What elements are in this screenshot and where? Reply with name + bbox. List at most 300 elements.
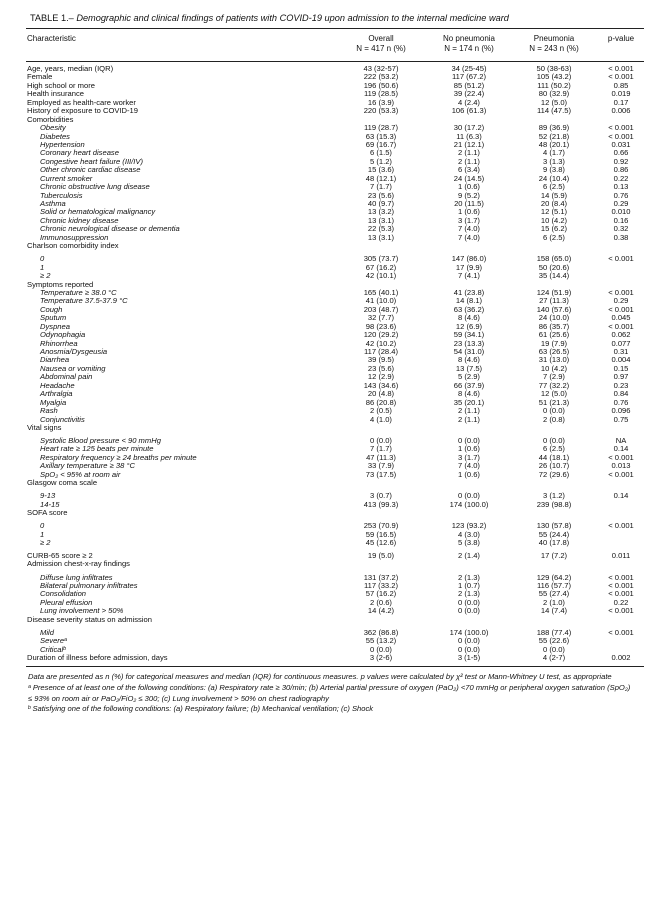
cell-pneumonia: 6 (2.5): [543, 232, 565, 242]
cell-no-pneumonia: 85 (51.2): [453, 80, 485, 90]
cell-pneumonia: 86 (35.7): [538, 321, 570, 331]
cell-pneumonia: 129 (64.2): [536, 572, 572, 582]
cell-no-pneumonia: 174 (100.0): [449, 627, 489, 637]
footnote-b: ᵇ Satisfying one of the following conditions: (a) Respiratory failure; (b) Mechanical ventilation; (c) Shock: [28, 704, 374, 714]
cell-p-value: < 0.001: [608, 521, 634, 531]
cell-pneumonia: 239 (98.8): [536, 499, 572, 509]
cell-overall: 7 (1.7): [370, 182, 392, 192]
cell-no-pneumonia: 9 (5.2): [458, 190, 480, 200]
cell-overall: 33 (7.9): [367, 461, 395, 471]
cell-no-pneumonia: 1 (0.6): [458, 207, 480, 217]
cell-no-pneumonia: 0 (0.0): [458, 636, 480, 646]
cell-no-pneumonia: 24 (14.5): [453, 173, 485, 183]
row-label: Consolidation: [40, 589, 87, 599]
cell-overall: 69 (16.7): [365, 139, 397, 149]
cell-pneumonia: 188 (77.4): [536, 627, 572, 637]
cell-no-pneumonia: 0 (0.0): [458, 606, 480, 616]
table-row: [26, 539, 644, 547]
cell-no-pneumonia: 8 (4.6): [458, 389, 480, 399]
cell-overall: 47 (11.3): [366, 452, 396, 462]
row-label: SOFA score: [27, 508, 68, 518]
cell-no-pneumonia: 7 (4.0): [458, 461, 480, 471]
table-row: [26, 560, 644, 568]
row-label: Axillary temperature ≥ 38 °C: [40, 461, 135, 471]
cell-p-value: 0.29: [613, 296, 629, 306]
row-label: Abdominal pain: [40, 372, 93, 382]
footnote-a: ᵃ Presence of at least one of the following conditions: (a) Respiratory rate ≥ 30/min; (b) Arterial partial pressure of oxygen (PaO₂) <70 mmHg or peripheral oxygen saturation (SpO₂) ≤ 93% on room air or PaO₂/FiO₂ ≤ 300; (c) Lung involvement > 50% on chest radiography: [28, 683, 631, 703]
cell-no-pneumonia: 123 (93.2): [451, 521, 487, 531]
table-row: [26, 479, 644, 487]
cell-overall: 143 (34.6): [363, 380, 399, 390]
table-header: [26, 29, 644, 61]
cell-p-value: 0.22: [613, 597, 629, 607]
cell-p-value: 0.84: [613, 389, 629, 399]
cell-p-value: 0.15: [613, 363, 629, 373]
cell-overall: 19 (5.0): [367, 551, 395, 561]
cell-no-pneumonia: 34 (25-45): [451, 64, 487, 73]
cell-no-pneumonia: 20 (11.5): [454, 199, 484, 208]
cell-p-value: NA: [615, 436, 627, 445]
cell-pneumonia: 140 (57.6): [536, 304, 572, 314]
cell-p-value: 0.22: [613, 173, 629, 183]
cell-overall: 253 (70.9): [363, 521, 399, 531]
cell-overall: 42 (10.1): [365, 271, 397, 281]
row-label: Temperature 37.5-37.9 °C: [40, 296, 128, 306]
cell-overall: 131 (37.2): [363, 572, 399, 582]
table-body: [26, 62, 644, 662]
cell-no-pneumonia: 117 (67.2): [451, 72, 487, 82]
row-label: Chronic neurological disease or dementia: [40, 224, 180, 234]
cell-pneumonia: 116 (57.7): [536, 580, 572, 590]
cell-pneumonia: 72 (29.6): [538, 469, 570, 479]
row-label: Severeᵃ: [40, 636, 67, 646]
row-label: Respiratory frequency ≥ 24 breaths per minute: [40, 452, 197, 462]
cell-overall: 42 (10.2): [365, 338, 397, 348]
cell-p-value: 0.096: [611, 406, 631, 416]
cell-pneumonia: 55 (22.6): [538, 636, 570, 646]
header-pneumonia-title: Pneumonia: [533, 34, 575, 43]
table-row: [26, 654, 644, 662]
cell-overall: 5 (1.2): [370, 156, 392, 166]
cell-overall: 120 (29.2): [363, 330, 399, 340]
cell-p-value: 0.010: [611, 207, 631, 217]
cell-pneumonia: 0 (0.0): [543, 644, 565, 654]
row-label: Coronary heart disease: [40, 148, 119, 158]
cell-no-pneumonia: 11 (6.3): [456, 131, 482, 141]
cell-p-value: < 0.001: [608, 469, 634, 479]
cell-pneumonia: 51 (21.3): [538, 397, 570, 407]
footnote-general: Data are presented as n (%) for categorical measures and median (IQR) for continuous measures. p values were calculated by χ² test or Mann-Whitney U test, as appropriate: [28, 672, 612, 682]
cell-overall: 63 (15.3): [365, 131, 397, 141]
cell-p-value: 0.14: [613, 491, 629, 501]
row-label: Immunosuppression: [40, 232, 109, 242]
header-no-pneumonia-title: No pneumonia: [442, 34, 496, 43]
cell-p-value: 0.38: [613, 232, 629, 242]
cell-p-value: 0.002: [611, 653, 631, 663]
cell-p-value: 0.76: [613, 190, 629, 200]
cell-p-value: 0.062: [611, 330, 631, 340]
cell-pneumonia: 6 (2.5): [543, 182, 565, 192]
cell-p-value: 0.14: [613, 444, 629, 454]
row-label: Myalgia: [40, 397, 67, 407]
cell-no-pneumonia: 2 (1.1): [458, 148, 480, 158]
cell-p-value: 0.013: [611, 461, 631, 471]
row-label: Cough: [40, 304, 63, 314]
table-row: [26, 471, 644, 479]
cell-no-pneumonia: 8 (4.6): [458, 313, 480, 323]
row-label: Duration of illness before admission, days: [27, 653, 168, 663]
row-label: Glasgow coma scale: [27, 478, 98, 488]
cell-overall: 67 (16.2): [365, 262, 397, 272]
cell-pneumonia: 80 (32.9): [538, 89, 570, 99]
row-label: Congestive heart failure (III/IV): [40, 156, 143, 166]
row-label: CURB-65 score ≥ 2: [27, 551, 93, 561]
row-label: History of exposure to COVID-19: [27, 106, 138, 116]
cell-no-pneumonia: 0 (0.0): [458, 644, 480, 654]
cell-p-value: < 0.001: [608, 131, 634, 141]
cell-no-pneumonia: 4 (2.4): [458, 97, 480, 107]
cell-no-pneumonia: 41 (23.8): [453, 287, 485, 297]
row-label: Vital signs: [27, 422, 62, 432]
cell-overall: 196 (50.6): [363, 80, 399, 90]
table-row: [26, 509, 644, 517]
cell-p-value: < 0.001: [608, 580, 634, 590]
cell-overall: 40 (9.7): [367, 199, 395, 208]
cell-no-pneumonia: 13 (7.5): [455, 363, 483, 373]
row-label: 0: [40, 521, 45, 531]
row-label: Disease severity status on admission: [27, 614, 152, 624]
cell-pneumonia: 12 (5.0): [540, 389, 568, 399]
cell-p-value: 0.16: [613, 215, 629, 225]
row-label: 1: [40, 529, 45, 539]
cell-overall: 23 (5.6): [367, 363, 395, 373]
table-row: [26, 501, 644, 509]
row-label: Health insurance: [27, 89, 84, 99]
cell-pneumonia: 6 (2.5): [543, 444, 565, 454]
cell-overall: 12 (2.9): [367, 372, 395, 382]
cell-no-pneumonia: 1 (0.6): [458, 444, 480, 454]
row-label: Conjunctivitis: [40, 414, 85, 424]
cell-overall: 23 (5.6): [367, 190, 395, 200]
cell-pneumonia: 3 (1.2): [543, 491, 565, 501]
row-label: Criticalᵇ: [40, 644, 66, 654]
cell-pneumonia: 61 (25.6): [538, 330, 570, 340]
cell-p-value: 0.76: [613, 397, 629, 407]
table-title-prefix: TABLE 1.–: [30, 13, 74, 23]
cell-pneumonia: 4 (1.7): [543, 148, 565, 158]
cell-no-pneumonia: 4 (3.0): [458, 529, 480, 539]
cell-overall: 220 (53.3): [363, 106, 399, 116]
cell-pneumonia: 2 (0.8): [543, 414, 565, 424]
cell-p-value: 0.019: [611, 89, 631, 99]
cell-p-value: < 0.001: [608, 64, 634, 73]
cell-p-value: 0.006: [611, 106, 631, 116]
cell-p-value: 0.31: [613, 347, 629, 357]
row-label: Headache: [40, 380, 75, 390]
cell-overall: 15 (3.6): [367, 165, 395, 175]
cell-overall: 2 (0.5): [370, 406, 392, 416]
cell-p-value: 0.92: [613, 156, 629, 166]
table-footnotes: [26, 672, 634, 714]
cell-no-pneumonia: 1 (0.6): [458, 182, 480, 192]
cell-pneumonia: 7 (2.9): [543, 372, 565, 382]
header-p-value: [597, 34, 645, 44]
row-label: Rhinorrhea: [40, 338, 78, 348]
row-label: Pleural effusion: [40, 597, 93, 607]
cell-overall: 22 (5.3): [367, 224, 395, 234]
row-label: Current smoker: [40, 173, 93, 183]
cell-overall: 203 (48.7): [363, 304, 399, 314]
cell-p-value: < 0.001: [608, 123, 634, 133]
row-label: Mild: [40, 627, 54, 637]
cell-no-pneumonia: 2 (1.1): [458, 156, 480, 166]
cell-no-pneumonia: 66 (37.9): [453, 380, 485, 390]
cell-pneumonia: 10 (4.2): [540, 363, 568, 373]
header-overall: [346, 34, 416, 54]
cell-overall: 13 (3.1): [367, 215, 395, 225]
row-label: Lung involvement > 50%: [40, 606, 124, 616]
row-label: Anosmia/Dysgeusia: [40, 347, 108, 357]
cell-p-value: < 0.001: [608, 254, 634, 264]
cell-pneumonia: 44 (18.1): [538, 452, 570, 462]
cell-overall: 117 (28.4): [363, 347, 399, 357]
cell-overall: 45 (12.6): [365, 538, 397, 547]
cell-overall: 305 (73.7): [363, 254, 399, 264]
row-label: Temperature ≥ 38.0 °C: [40, 287, 117, 297]
cell-overall: 13 (3.2): [367, 207, 395, 217]
cell-pneumonia: 24 (10.4): [538, 173, 570, 183]
cell-p-value: 0.004: [611, 355, 631, 365]
cell-overall: 119 (28.5): [363, 89, 399, 99]
cell-overall: 39 (9.5): [367, 355, 395, 365]
row-label: Chronic obstructive lung disease: [40, 182, 150, 192]
row-label: Bilateral pulmonary infiltrates: [40, 580, 138, 590]
cell-no-pneumonia: 17 (9.9): [455, 262, 483, 272]
cell-overall: 0 (0.0): [370, 436, 392, 445]
cell-overall: 119 (28.7): [363, 123, 399, 133]
cell-no-pneumonia: 5 (3.8): [458, 538, 480, 547]
table-row: [26, 616, 644, 624]
cell-overall: 57 (16.2): [365, 589, 397, 599]
cell-no-pneumonia: 63 (36.2): [453, 304, 485, 314]
cell-p-value: 0.011: [611, 551, 631, 561]
cell-pneumonia: 20 (8.4): [540, 199, 568, 208]
cell-overall: 43 (32-57): [363, 64, 399, 73]
row-label: Diabetes: [40, 131, 70, 141]
cell-p-value: 0.17: [613, 97, 629, 107]
row-label: Other chronic cardiac disease: [40, 165, 141, 175]
cell-pneumonia: 14 (7.4): [540, 606, 568, 616]
row-label: Obesity: [40, 123, 66, 133]
row-label: Diffuse lung infiltrates: [40, 572, 113, 582]
cell-overall: 32 (7.7): [367, 313, 395, 323]
cell-pneumonia: 24 (10.0): [538, 313, 570, 323]
cell-p-value: 0.75: [613, 414, 629, 424]
cell-no-pneumonia: 7 (4.0): [458, 224, 480, 234]
cell-pneumonia: 3 (1.3): [543, 156, 565, 166]
cell-pneumonia: 12 (5.1): [540, 207, 568, 217]
cell-pneumonia: 0 (0.0): [543, 436, 565, 445]
cell-overall: 3 (2-6): [369, 653, 393, 663]
row-label: SpO₂ < 95% at room air: [40, 469, 121, 479]
cell-p-value: 0.045: [611, 313, 631, 323]
cell-p-value: 0.077: [611, 338, 631, 348]
header-p-value-title: p-value: [607, 34, 635, 43]
cell-no-pneumonia: 0 (0.0): [458, 597, 480, 607]
cell-overall: 3 (0.7): [370, 491, 392, 501]
cell-pneumonia: 0 (0.0): [543, 406, 565, 416]
row-label: Female: [27, 72, 53, 82]
cell-no-pneumonia: 59 (34.1): [453, 330, 485, 340]
bottom-rule: [26, 666, 644, 667]
cell-pneumonia: 124 (51.9): [536, 287, 572, 297]
cell-pneumonia: 2 (1.0): [543, 597, 565, 607]
row-label: 9-13: [40, 491, 56, 501]
cell-pneumonia: 12 (5.0): [540, 97, 568, 107]
row-label: Odynophagia: [40, 330, 86, 340]
cell-p-value: 0.23: [613, 380, 629, 390]
row-label: 0: [40, 254, 45, 264]
row-label: Heart rate ≥ 125 beats per minute: [40, 444, 154, 454]
cell-p-value: < 0.001: [608, 452, 634, 462]
row-label: 1: [40, 262, 45, 272]
cell-no-pneumonia: 7 (4.0): [458, 232, 480, 242]
cell-overall: 20 (4.8): [367, 389, 395, 399]
cell-pneumonia: 114 (47.5): [536, 106, 572, 116]
cell-no-pneumonia: 0 (0.0): [458, 436, 480, 445]
cell-p-value: 0.97: [613, 372, 629, 382]
header-overall-n: N = 417 n (%): [356, 44, 406, 53]
cell-p-value: 0.32: [613, 224, 629, 234]
row-label: Diarrhea: [40, 355, 70, 365]
cell-p-value: < 0.001: [608, 606, 634, 616]
cell-overall: 98 (23.6): [365, 321, 397, 331]
cell-no-pneumonia: 39 (22.4): [453, 89, 485, 99]
cell-overall: 59 (16.5): [365, 529, 397, 539]
cell-p-value: 0.29: [613, 199, 629, 208]
row-label: Admission chest-x-ray findings: [27, 559, 130, 569]
cell-no-pneumonia: 3 (1-5): [457, 653, 481, 663]
cell-pneumonia: 14 (5.9): [540, 190, 568, 200]
table-row: [26, 424, 644, 432]
cell-no-pneumonia: 12 (6.9): [455, 321, 483, 331]
cell-pneumonia: 130 (57.8): [536, 521, 572, 531]
cell-p-value: < 0.001: [608, 287, 634, 297]
row-label: High school or more: [27, 80, 95, 90]
row-label: Arthralgia: [40, 389, 73, 399]
table-row: [26, 272, 644, 280]
cell-p-value: < 0.001: [608, 589, 634, 599]
cell-no-pneumonia: 3 (1.7): [458, 215, 480, 225]
row-label: Charlson comorbidity index: [27, 241, 119, 251]
cell-pneumonia: 10 (4.2): [540, 215, 568, 225]
cell-pneumonia: 31 (13.0): [538, 355, 570, 365]
cell-no-pneumonia: 147 (86.0): [451, 254, 487, 264]
cell-overall: 48 (12.1): [365, 173, 397, 183]
cell-overall: 55 (13.2): [365, 636, 397, 646]
cell-pneumonia: 4 (2-7): [542, 653, 566, 663]
cell-pneumonia: 63 (26.5): [538, 347, 570, 357]
cell-overall: 7 (1.7): [370, 444, 392, 454]
cell-no-pneumonia: 54 (31.0): [453, 347, 485, 357]
row-label: Chronic kidney disease: [40, 215, 119, 225]
cell-no-pneumonia: 21 (12.1): [453, 139, 485, 149]
cell-pneumonia: 35 (14.4): [538, 271, 570, 281]
header-pneumonia-n: N = 243 n (%): [529, 44, 579, 53]
header-pneumonia: [514, 34, 594, 54]
row-label: Hypertension: [40, 139, 85, 149]
row-label: Symptoms reported: [27, 279, 94, 289]
cell-no-pneumonia: 5 (2.9): [458, 372, 480, 382]
cell-pneumonia: 9 (3.8): [543, 165, 565, 175]
row-label: Asthma: [40, 199, 66, 208]
cell-no-pneumonia: 2 (1.3): [458, 572, 480, 582]
cell-no-pneumonia: 2 (1.3): [458, 589, 480, 599]
cell-pneumonia: 17 (7.2): [540, 551, 568, 561]
cell-no-pneumonia: 1 (0.7): [458, 580, 480, 590]
cell-no-pneumonia: 106 (61.3): [451, 106, 487, 116]
cell-overall: 6 (1.5): [370, 148, 392, 158]
cell-no-pneumonia: 23 (13.3): [453, 338, 485, 348]
cell-overall: 165 (40.1): [363, 287, 399, 297]
cell-pneumonia: 15 (6.2): [540, 224, 568, 234]
cell-overall: 4 (1.0): [370, 414, 392, 424]
cell-overall: 86 (20.8): [365, 397, 397, 407]
row-label: Tuberculosis: [40, 190, 83, 200]
cell-overall: 13 (3.1): [367, 232, 395, 242]
table-title: [26, 12, 644, 25]
row-label: Systolic Blood pressure < 90 mmHg: [40, 436, 161, 445]
row-label: Sputum: [40, 313, 67, 323]
row-label: Dyspnea: [40, 321, 70, 331]
table-container: [26, 12, 644, 715]
row-label: Employed as health-care worker: [27, 97, 136, 107]
cell-p-value: 0.85: [613, 80, 629, 90]
row-label: Nausea or vomiting: [40, 363, 106, 373]
cell-p-value: 0.66: [613, 148, 629, 158]
cell-pneumonia: 26 (10.7): [538, 461, 570, 471]
cell-no-pneumonia: 1 (0.6): [458, 469, 480, 479]
row-label: Age, years, median (IQR): [27, 64, 114, 73]
header-no-pneumonia: [431, 34, 507, 54]
table-title-text: Demographic and clinical findings of patients with COVID-19 upon admission to the internal medicine ward: [76, 13, 509, 23]
cell-no-pneumonia: 35 (20.1): [453, 397, 485, 407]
table-row: [26, 107, 644, 115]
row-label: Comorbidities: [27, 114, 74, 124]
cell-no-pneumonia: 3 (1.7): [458, 452, 480, 462]
cell-p-value: 0.13: [613, 182, 629, 192]
cell-pneumonia: 52 (21.8): [538, 131, 570, 141]
cell-no-pneumonia: 7 (4.1): [458, 271, 480, 281]
table-row: [26, 242, 644, 250]
cell-pneumonia: 27 (11.3): [539, 296, 569, 306]
cell-pneumonia: 158 (65.0): [536, 254, 572, 264]
cell-no-pneumonia: 2 (1.4): [458, 551, 480, 561]
cell-no-pneumonia: 174 (100.0): [449, 499, 489, 509]
cell-overall: 2 (0.6): [370, 597, 392, 607]
cell-pneumonia: 77 (32.2): [538, 380, 570, 390]
cell-pneumonia: 111 (50.2): [537, 80, 571, 90]
cell-overall: 0 (0.0): [370, 644, 392, 654]
cell-pneumonia: 55 (27.4): [538, 589, 570, 599]
cell-no-pneumonia: 2 (1.1): [458, 414, 480, 424]
cell-pneumonia: 55 (24.4): [538, 529, 570, 539]
cell-overall: 41 (10.0): [365, 296, 397, 306]
cell-pneumonia: 50 (20.6): [538, 262, 570, 272]
cell-no-pneumonia: 30 (17.2): [453, 123, 485, 133]
cell-no-pneumonia: 8 (4.6): [458, 355, 480, 365]
cell-overall: 16 (3.9): [367, 97, 395, 107]
